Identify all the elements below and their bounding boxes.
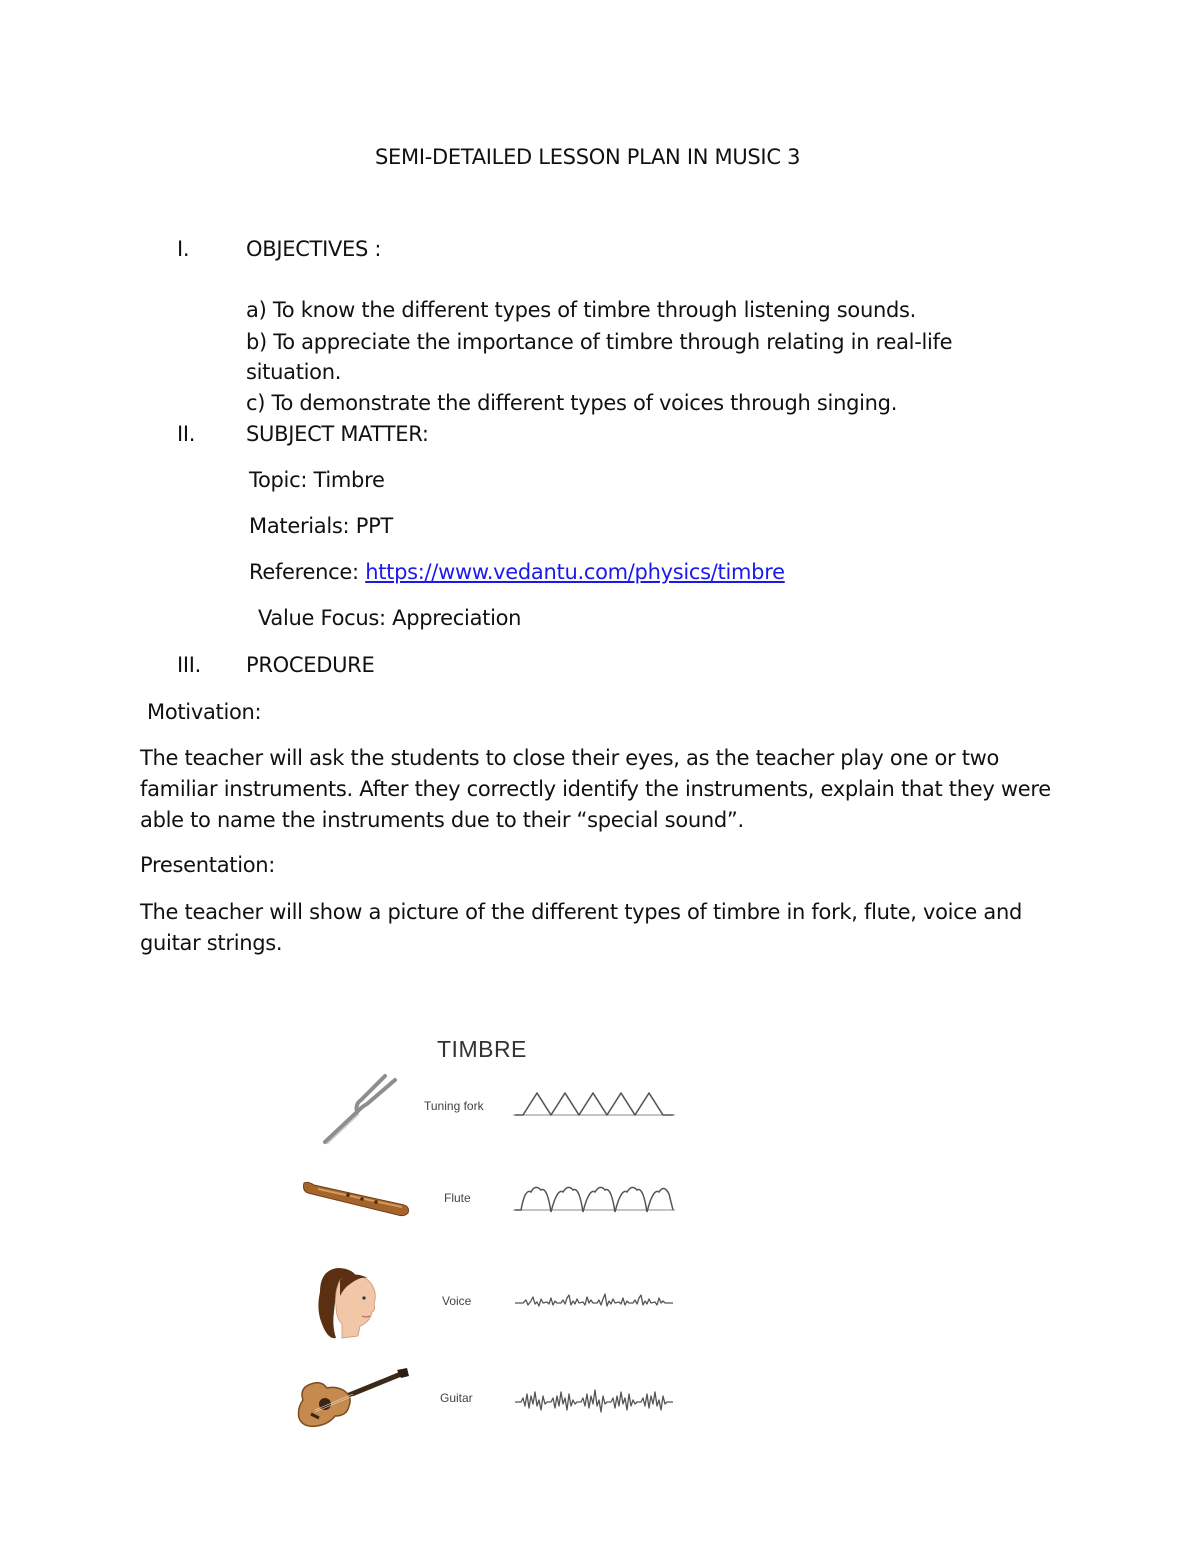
value-focus-line: Value Focus: Appreciation xyxy=(258,606,522,630)
procedure-heading: PROCEDURE xyxy=(246,653,375,677)
objective-b-line1: b) To appreciate the importance of timbre through relating in real-life xyxy=(246,330,953,354)
voice-icon xyxy=(312,1262,384,1346)
guitar-label: Guitar xyxy=(440,1391,473,1405)
figure-title: TIMBRE xyxy=(437,1036,527,1062)
tuning-fork-label: Tuning fork xyxy=(424,1099,484,1113)
motivation-paragraph: The teacher will ask the students to close their eyes, as the teacher play one or two familiar instruments. After they correctly identify the instruments, explain that they were able to name the instruments due to their “special sound”. xyxy=(140,746,1051,832)
objective-b-line2: situation. xyxy=(246,360,342,384)
voice-waveform xyxy=(513,1285,675,1319)
subject-matter-numeral: II. xyxy=(177,422,196,446)
objectives-numeral: I. xyxy=(177,237,190,261)
flute-label: Flute xyxy=(444,1191,471,1205)
presentation-paragraph: The teacher will show a picture of the different types of timbre in fork, flute, voice and guitar strings. xyxy=(140,900,1023,955)
flute-waveform xyxy=(513,1178,675,1220)
objective-a: a) To know the different types of timbre through listening sounds. xyxy=(246,298,917,322)
procedure-numeral: III. xyxy=(177,653,202,677)
guitar-waveform xyxy=(513,1380,675,1420)
objectives-heading: OBJECTIVES : xyxy=(246,237,382,261)
guitar-icon xyxy=(293,1366,411,1432)
voice-label: Voice xyxy=(442,1294,472,1308)
motivation-label: Motivation: xyxy=(147,700,262,724)
objective-c: c) To demonstrate the different types of voices through singing. xyxy=(246,391,898,415)
tuning-fork-waveform xyxy=(513,1085,675,1125)
flute-icon xyxy=(300,1175,412,1219)
topic-line: Topic: Timbre xyxy=(249,468,385,492)
tuning-fork-icon xyxy=(315,1070,405,1150)
presentation-label: Presentation: xyxy=(140,853,276,877)
subject-matter-heading: SUBJECT MATTER: xyxy=(246,422,429,446)
reference-link[interactable]: https://www.vedantu.com/physics/timbre xyxy=(365,560,785,584)
reference-label: Reference: xyxy=(249,560,366,584)
page-title: SEMI-DETAILED LESSON PLAN IN MUSIC 3 xyxy=(375,145,801,169)
materials-line: Materials: PPT xyxy=(249,514,393,538)
reference-line xyxy=(249,560,785,584)
